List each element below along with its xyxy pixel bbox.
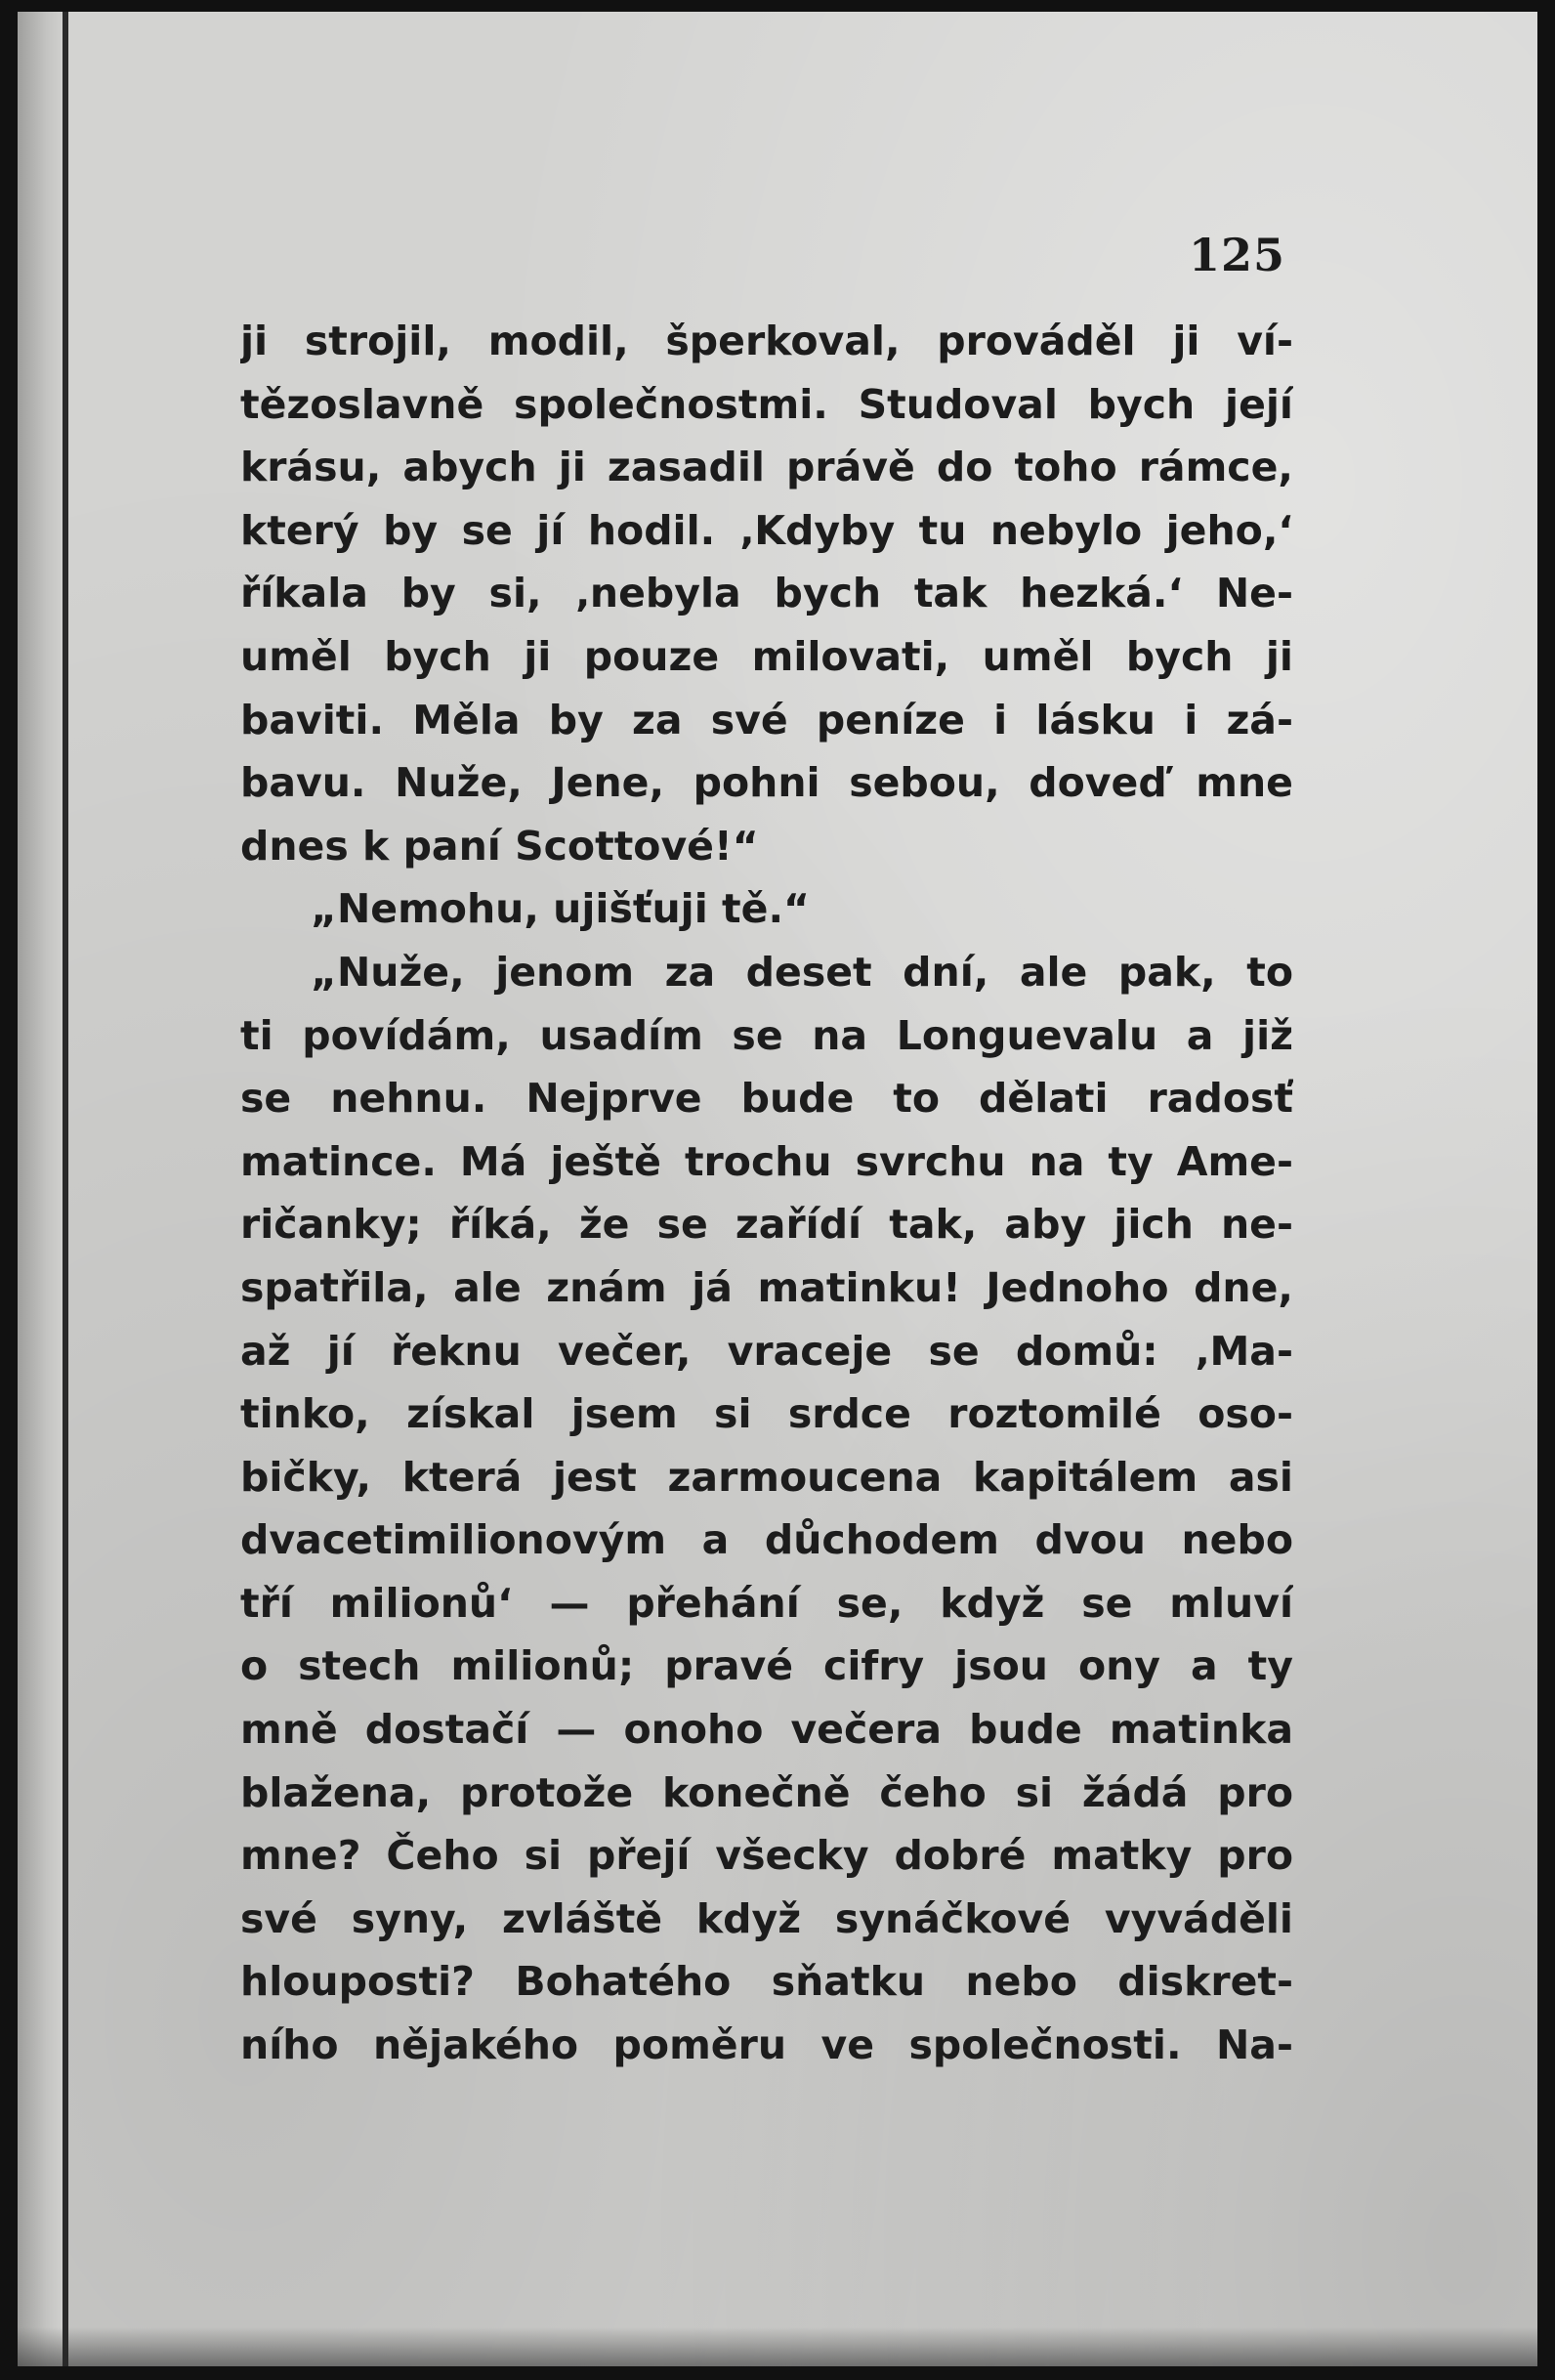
- text-line: až jí řeknu večer, vraceje se domů: ‚Ma-: [240, 1327, 1293, 1375]
- text-line: své syny, zvláště když synáčkové vyváděli: [240, 1894, 1293, 1942]
- text-line: bavu. Nuže, Jene, pohni sebou, doveď mne: [240, 759, 1293, 807]
- text-line: ního nějakého poměru ve společnosti. Na-: [240, 2021, 1293, 2069]
- book-spine-edge: [63, 12, 68, 2366]
- page-number: 125: [1188, 229, 1285, 281]
- text-line: ji strojil, modil, šperkoval, prováděl ji ví-: [240, 318, 1293, 364]
- text-line: dvacetimilionovým a důchodem dvou nebo: [240, 1516, 1293, 1564]
- text-line: mně dostačí — onoho večera bude matinka: [240, 1706, 1293, 1754]
- text-line: tězoslavně společnostmi. Studoval bych její: [240, 380, 1293, 428]
- text-line: ti povídám, usadím se na Longuevalu a již: [240, 1011, 1293, 1059]
- text-line: „Nuže, jenom za deset dní, ale pak, to: [311, 948, 1293, 996]
- text-line: dnes k paní Scottové!“: [240, 822, 759, 870]
- page-bottom-shadow: [18, 2327, 1537, 2366]
- text-line: matince. Má ještě trochu svrchu na ty Ame-: [240, 1137, 1293, 1185]
- text-line: baviti. Měla by za své peníze i lásku i zá-: [240, 696, 1293, 744]
- text-line: který by se jí hodil. ‚Kdyby tu nebylo jeho,‘: [240, 506, 1293, 554]
- text-line: spatřila, ale znám já matinku! Jednoho dne,: [240, 1263, 1293, 1311]
- text-line: krásu, abych ji zasadil právě do toho rámce,: [240, 444, 1293, 491]
- text-line: „Nemohu, ujišťuji tě.“: [311, 885, 810, 933]
- body-text: [240, 310, 1293, 2077]
- text-line: bičky, která jest zarmoucena kapitálem asi: [240, 1453, 1293, 1501]
- text-line: se nehnu. Nejprve bude to dělati radosť: [240, 1075, 1293, 1123]
- text-line: o stech milionů; pravé cifry jsou ony a ty: [240, 1642, 1293, 1690]
- text-line: hlouposti? Bohatého sňatku nebo diskret-: [240, 1958, 1293, 2006]
- book-page: [18, 12, 1537, 2366]
- text-line: uměl bych ji pouze milovati, uměl bych ji: [240, 632, 1293, 680]
- text-line: ričanky; říká, že se zařídí tak, aby jich ne-: [240, 1201, 1293, 1249]
- text-line: tří milionů‘ — přehání se, když se mluví: [240, 1579, 1293, 1627]
- text-line: blažena, protože konečně čeho si žádá pro: [240, 1768, 1293, 1816]
- page-gutter: [18, 12, 66, 2366]
- text-line: říkala by si, ‚nebyla bych tak hezká.‘ Ne-: [240, 570, 1293, 617]
- text-line: tinko, získal jsem si srdce roztomilé oso-: [240, 1390, 1293, 1438]
- text-line: mne? Čeho si přejí všecky dobré matky pro: [240, 1832, 1293, 1880]
